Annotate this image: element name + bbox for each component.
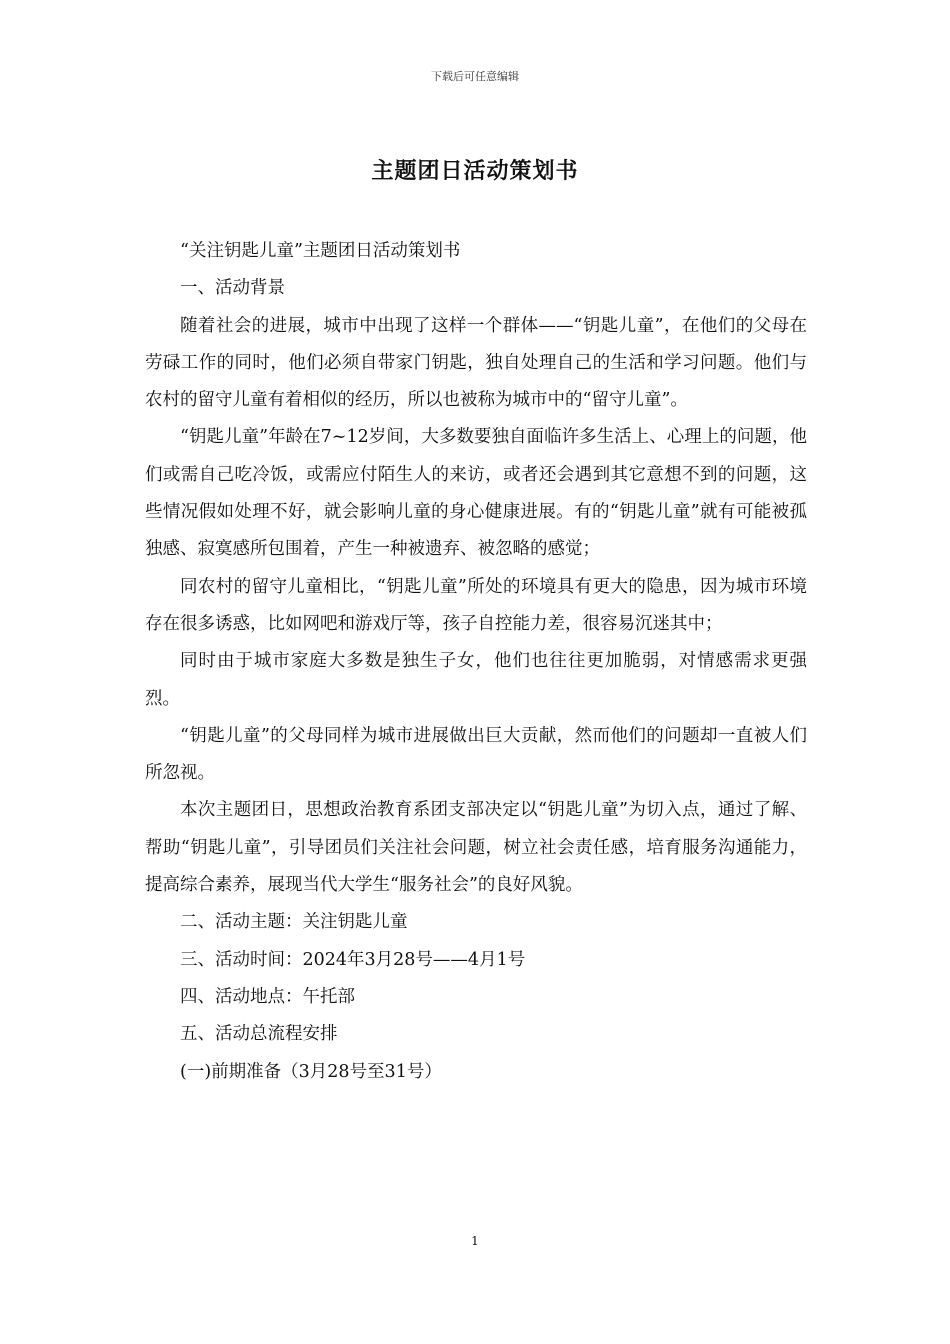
body-paragraph: 同时由于城市家庭大多数是独生子女，他们也往往更加脆弱，对情感需求更强烈。: [145, 651, 807, 709]
subtitle-paragraph: “关注钥匙儿童”主题团日活动策划书: [180, 241, 461, 261]
body-paragraph: “钥匙儿童”年龄在7~12岁间，大多数要独自面临许多生活上、心理上的问题，他们或需自己吃冷饭，或需应付陌生人的来访，或者还会遇到其它意想不到的问题，这些情况假如处理不好，就会影响儿童的身心健康进展。有的“钥匙儿童”就有可能被孤独感、寂寞感所包围着，产生一种被遗弃、被忽略的感觉；: [145, 427, 807, 560]
body-paragraph: 随着社会的进展，城市中出现了这样一个群体——“钥匙儿童”，在他们的父母在劳碌工作的同时，他们必须自带家门钥匙，独自处理自己的生活和学习问题。他们与农村的留守儿童有着相似的经历，所以也被称为城市中的“留守儿童”。: [145, 315, 807, 411]
section-heading-theme: 二、活动主题：关注钥匙儿童: [180, 912, 408, 933]
body-paragraph: “钥匙儿童”的父母同样为城市进展做出巨大贡献，然而他们的问题却一直被人们所忽视。: [145, 725, 807, 784]
document-body: [145, 233, 807, 1091]
body-paragraph: 同农村的留守儿童相比，“钥匙儿童”所处的环境具有更大的隐患，因为城市环境存在很多诱惑，比如网吧和游戏厅等，孩子自控能力差，很容易沉迷其中；: [145, 576, 807, 634]
section-heading-background: 一、活动背景: [180, 278, 285, 299]
subsection-heading-preparation: (一)前期准备（3月28号至31号）: [180, 1061, 442, 1082]
body-paragraph: 本次主题团日，思想政治教育系团支部决定以“钥匙儿童”为切入点，通过了解、帮助“钥匙儿童”，引导团员们关注社会问题，树立社会责任感，培育服务沟通能力，提高综合素养，展现当代大学生“服务社会”的良好风貌。: [145, 800, 807, 896]
section-heading-schedule: 五、活动总流程安排: [180, 1024, 338, 1045]
page-number: 1: [471, 1234, 479, 1248]
document-title: 主题团日活动策划书: [371, 158, 579, 184]
section-heading-time: 三、活动时间：2024年3月28号——4月1号: [180, 949, 526, 970]
header-note: 下载后可任意编辑: [431, 70, 519, 83]
section-heading-location: 四、活动地点：午托部: [180, 986, 355, 1007]
